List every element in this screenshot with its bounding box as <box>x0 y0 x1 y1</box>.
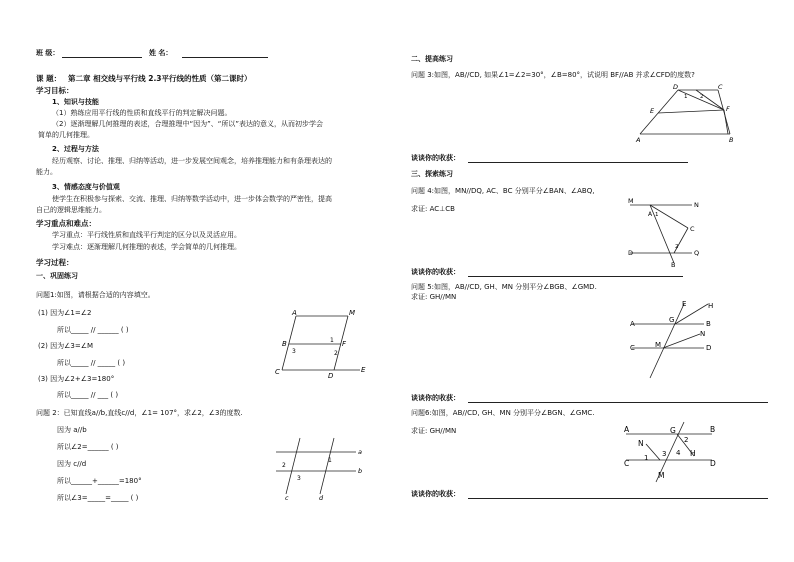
process-heading: 学习过程： <box>36 258 74 267</box>
q1b-conclusion: 所以_____ // _____ ( ) <box>57 359 126 367</box>
k2-line1: 经历观察、讨论、推理、归纳等活动，进一步发展空间观念，培养推理能力和有条理表达的 <box>52 157 332 165</box>
fig6-label-c: C <box>624 459 630 468</box>
fig6-angle-2: 2 <box>684 436 689 444</box>
fig5-label-b: B <box>706 320 711 328</box>
figure-q1 <box>272 308 368 380</box>
name-field[interactable] <box>182 56 268 58</box>
section2-heading: 二、提高练习 <box>411 55 453 63</box>
q2-line5: 所以∠3=_____=_____ ( ) <box>57 494 139 502</box>
q4-text: 问题 4:如图，MN//DQ, AC、BC 分别平分∠BAN、∠ABQ, <box>411 187 595 195</box>
figure-q3 <box>636 82 746 144</box>
q5-gain-field[interactable] <box>468 401 768 403</box>
k2-line2: 能力。 <box>36 168 57 176</box>
fig2-label-b: b <box>358 467 363 475</box>
fig4-label-q: Q <box>694 249 700 257</box>
fig4-angle-1: 1 <box>655 212 659 218</box>
k1-title: 1、知识与技能 <box>52 98 99 106</box>
q5-proof: 求证: GH//MN <box>411 293 457 301</box>
q3-text: 问题 3:如图，AB//CD, 如果∠1=∠2=30°，∠B=80°，试说明 BF//AB 并求∠CFD的度数? <box>411 71 695 79</box>
figure-q5 <box>628 298 728 382</box>
fig1-label-m: M <box>349 309 356 317</box>
fig4-label-a: A <box>648 211 653 218</box>
q3-gain-label: 谈谈你的收获： <box>411 154 460 162</box>
q1a-given: (1) 因为∠1=∠2 <box>38 309 92 317</box>
q6-text: 问题6:如图，AB//CD, GH、MN 分别平分∠BGN、∠GMC. <box>411 409 595 417</box>
fig3-label-b: B <box>729 136 734 144</box>
fig6-label-d: D <box>710 459 716 468</box>
fig5-label-c: C <box>630 344 635 352</box>
fig6-label-h: H <box>690 449 696 458</box>
fig2-angle-2: 2 <box>282 462 286 469</box>
topic-text: 第二章 相交线与平行线 2.3平行线的性质（第二课时） <box>68 74 252 83</box>
k2-title: 2、过程与方法 <box>52 145 99 153</box>
fig2-label-a: a <box>358 448 362 456</box>
fig4-label-d: D <box>628 249 634 257</box>
q2-line3: 因为 c//d <box>57 460 87 468</box>
k1-line1: （1）熟练应用平行线的性质和直线平行的判定解决问题。 <box>52 109 232 117</box>
fig1-angle-2: 2 <box>334 350 338 357</box>
fig2-angle-1: 1 <box>328 457 332 464</box>
q2-line4: 所以______+______=180° <box>57 477 142 485</box>
fig1-angle-1: 1 <box>330 337 334 344</box>
q1b-given: (2) 因为∠3=∠M <box>38 342 94 350</box>
fig1-label-b: B <box>282 340 287 348</box>
fig6-angle-3: 3 <box>662 450 667 458</box>
focus-heading: 学习重点和难点： <box>36 219 96 228</box>
fig4-angle-2: 2 <box>675 244 679 250</box>
fig1-label-a: A <box>292 309 297 317</box>
q5-text: 问题 5:如图，AB//CD, GH、MN 分别平分∠BGB、∠GMD. <box>411 283 597 291</box>
fig6-label-m: M <box>658 471 665 480</box>
focus-key: 学习重点：平行线性质和直线平行判定的区分以及灵活应用。 <box>52 231 241 239</box>
q3-gain-field[interactable] <box>468 161 688 163</box>
name-label: 姓 名： <box>149 49 173 57</box>
q2-line2: 所以∠2=______ ( ) <box>57 443 119 451</box>
q1a-conclusion: 所以_____ // ______ ( ) <box>57 326 129 334</box>
fig6-label-b: B <box>710 425 716 434</box>
fig2-label-d: d <box>319 494 324 502</box>
fig3-label-d: D <box>673 83 679 91</box>
class-label: 班 级： <box>36 49 60 57</box>
fig5-label-g: G <box>669 316 675 324</box>
objectives-heading: 学习目标： <box>36 86 74 95</box>
fig2-angle-3: 3 <box>297 475 301 482</box>
figure-q4 <box>626 195 708 267</box>
q6-proof: 求证: GH//MN <box>411 427 457 435</box>
fig5-label-a: A <box>630 320 635 328</box>
fig5-label-e: E <box>682 300 687 308</box>
q5-gain-label: 谈谈你的收获： <box>411 394 460 402</box>
q1c-conclusion: 所以_____ // ___ ( ) <box>57 391 119 399</box>
class-field[interactable] <box>62 56 142 58</box>
q6-gain-field[interactable] <box>468 497 768 499</box>
fig1-angle-3: 3 <box>292 348 296 355</box>
fig5-label-n: N <box>700 330 706 338</box>
q4-proof: 求证: AC⊥CB <box>411 205 455 213</box>
fig2-label-c: c <box>285 494 289 502</box>
fig4-label-c: C <box>690 225 695 233</box>
k1-line3: 简单的几何推理。 <box>38 131 94 139</box>
section3-heading: 三、探索练习 <box>411 170 453 178</box>
topic-label: 课 题： <box>36 74 62 83</box>
k3-line1: 使学生在积极参与探索、交流、推理、归纳等数学活动中，进一步体会数学的严密性，提高 <box>52 195 332 203</box>
section1-heading: 一、巩固练习 <box>36 272 78 280</box>
fig1-label-f: F <box>342 340 347 348</box>
q1c-given: (3) 因为∠2+∠3=180° <box>38 375 115 383</box>
fig5-label-d: D <box>706 344 712 352</box>
q1-text: 问题1:如图，请根据合适的内容填空。 <box>36 291 155 299</box>
fig3-label-f: F <box>726 105 730 113</box>
fig1-label-d: D <box>328 372 334 380</box>
focus-difficulty: 学习难点：逐渐理解几何推理的表述，学会简单的几何推理。 <box>52 243 241 251</box>
fig4-label-m: M <box>628 197 634 205</box>
k3-title: 3、情感态度与价值观 <box>52 183 120 191</box>
fig3-angle-1: 1 <box>684 94 688 100</box>
fig6-label-n: N <box>638 439 644 448</box>
fig3-label-c: C <box>718 83 723 91</box>
fig1-label-e: E <box>361 366 366 374</box>
q2-text: 问题 2：已知直线a//b,直线c//d，∠1= 107°，求∠2，∠3的度数. <box>36 409 243 417</box>
fig3-angle-2: 2 <box>700 94 704 100</box>
fig1-label-c: C <box>275 368 280 376</box>
figure-q6 <box>622 420 726 484</box>
fig6-angle-4: 4 <box>676 449 681 457</box>
fig4-label-n: N <box>694 201 699 209</box>
k3-line2: 自己的逻辑思维能力。 <box>36 206 106 214</box>
fig3-label-e: E <box>650 107 655 115</box>
fig5-label-m: M <box>655 341 662 349</box>
fig4-label-b: B <box>671 261 676 269</box>
k1-line2: （2）逐渐理解几何推理的表述，合理推理中“因为”、“所以”表达的意义，从而初步学会 <box>52 120 323 128</box>
fig5-label-h: H <box>708 302 714 310</box>
fig6-label-a: A <box>624 425 630 434</box>
q2-line1: 因为 a//b <box>57 426 87 434</box>
q6-gain-label: 谈谈你的收获： <box>411 490 460 498</box>
fig6-label-g: G <box>670 426 676 435</box>
figure-q2 <box>272 434 368 500</box>
fig6-angle-1: 1 <box>644 454 649 462</box>
fig3-label-a: A <box>636 136 641 144</box>
q4-gain-label: 谈谈你的收获： <box>411 268 460 276</box>
q4-gain-field[interactable] <box>468 275 683 277</box>
